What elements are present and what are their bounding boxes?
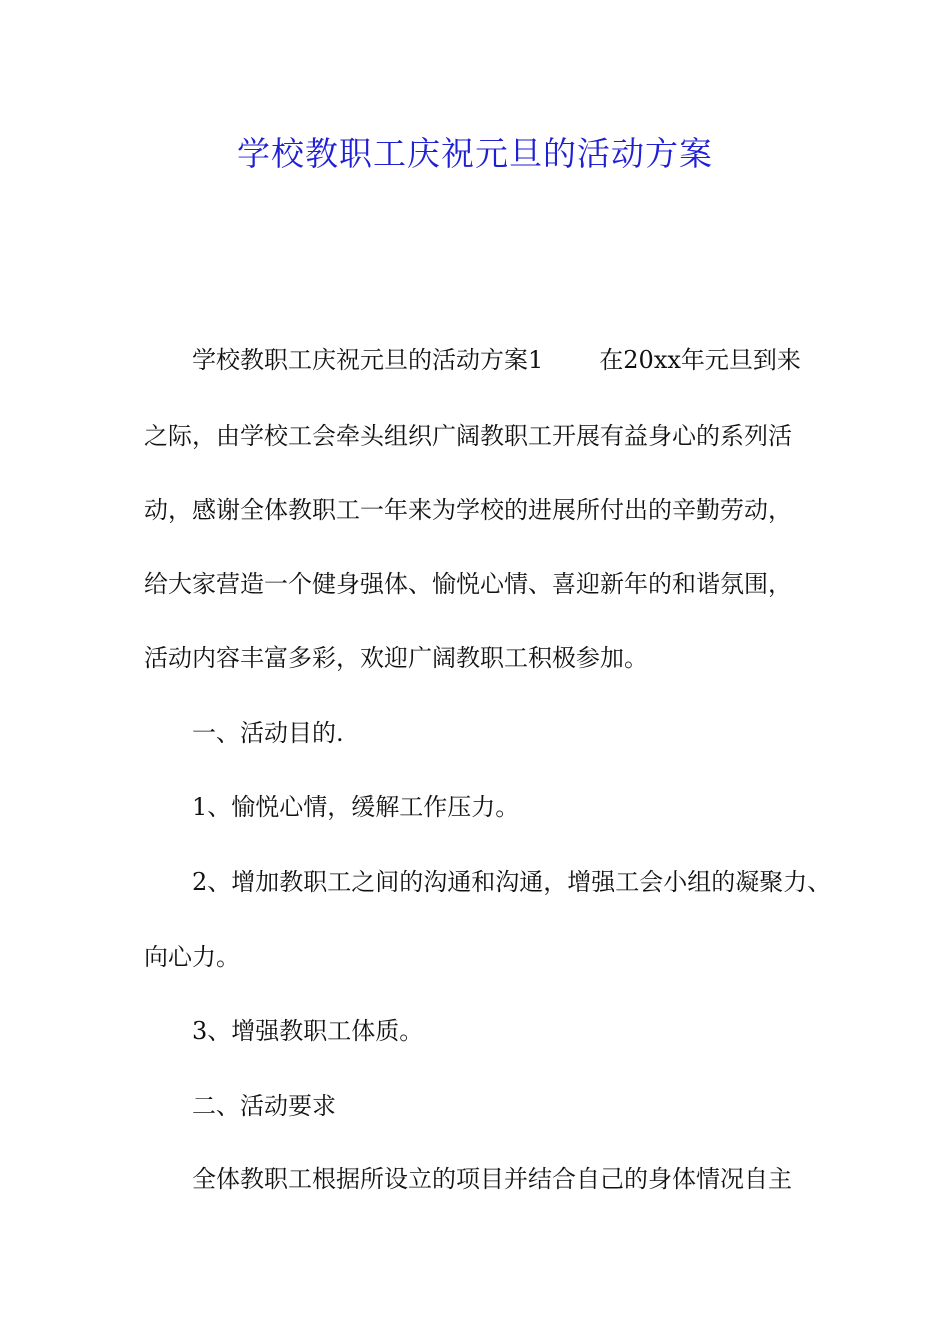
section1-item-2-line2: 向心力。 bbox=[144, 943, 240, 971]
section2-heading: 二、活动要求 bbox=[192, 1092, 336, 1120]
section1-item-3: 3、增强教职工体质。 bbox=[192, 1017, 424, 1045]
intro-first-line bbox=[192, 345, 801, 375]
document-title: 学校教职工庆祝元旦的活动方案 bbox=[237, 134, 713, 173]
section1-item-1: 1、愉悦心情，缓解工作压力。 bbox=[192, 793, 520, 821]
intro-line-4: 给大家营造一个健身强体、愉悦心情、喜迎新年的和谐氛围， bbox=[144, 570, 792, 598]
intro-heading: 学校教职工庆祝元旦的活动方案1 bbox=[192, 346, 544, 374]
section2-paragraph-line1: 全体教职工根据所设立的项目并结合自己的身体情况自主 bbox=[192, 1165, 792, 1193]
intro-line-2: 之际，由学校工会牵头组织广阔教职工开展有益身心的系列活 bbox=[144, 422, 792, 450]
section1-item-2-line1: 2、增加教职工之间的沟通和沟通，增强工会小组的凝聚力、 bbox=[192, 868, 832, 896]
intro-line-5: 活动内容丰富多彩，欢迎广阔教职工积极参加。 bbox=[144, 644, 648, 672]
intro-line-3: 动，感谢全体教职工一年来为学校的进展所付出的辛勤劳动， bbox=[144, 496, 792, 524]
section1-heading: 一、活动目的. bbox=[192, 719, 344, 747]
intro-line1-text: 在20xx年元旦到来 bbox=[599, 346, 801, 374]
